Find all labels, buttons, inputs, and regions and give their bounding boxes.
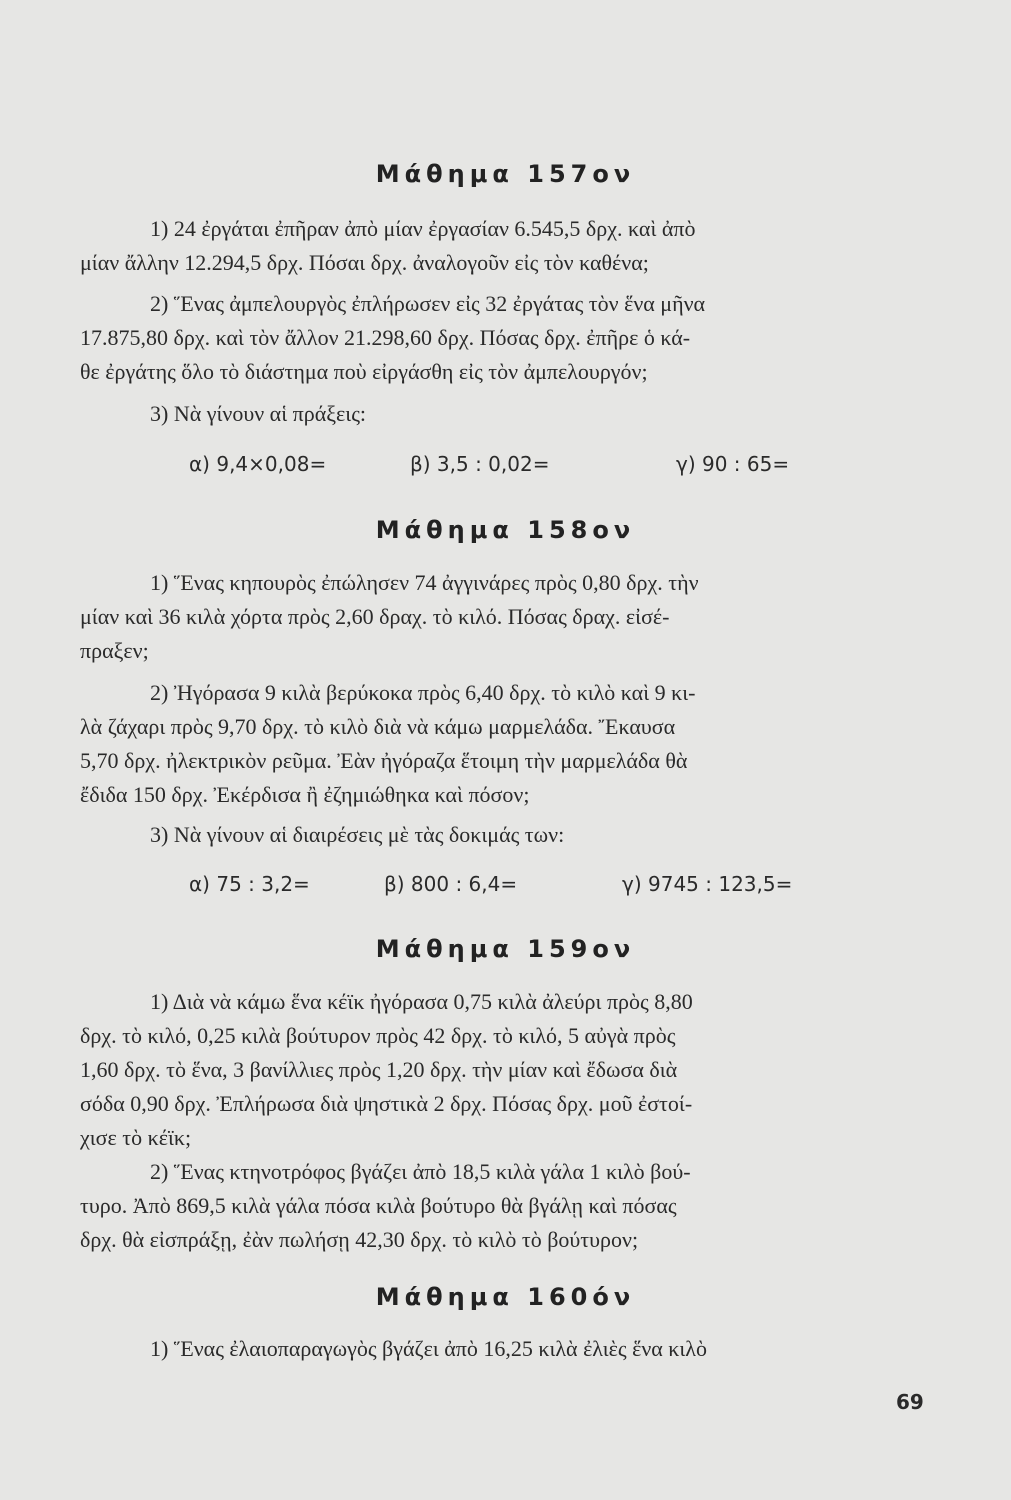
operation-a: α) 9,4×0,08= [189,452,327,476]
lesson-157-operations [0,452,1011,482]
text-line: χισε τὸ κέϊκ; [80,1125,192,1150]
operation-b: β) 800 : 6,4= [384,872,518,896]
lesson-158-problem-2 [80,676,920,812]
lesson-158-problem-3 [80,818,920,852]
text-line: σόδα 0,90 δρχ. Ἐπλήρωσα διὰ ψηστικὰ 2 δρχ. Πόσας δρχ. μοῦ ἐστοί- [80,1091,693,1116]
text-line: ἔδιδα 150 δρχ. Ἐκέρδισα ἢ ἐζημιώθηκα καὶ πόσον; [80,782,530,807]
text-line: δρχ. τὸ κιλό, 0,25 κιλὰ βούτυρον πρὸς 42 δρχ. τὸ κιλό, 5 αὐγὰ πρὸς [80,1023,676,1048]
text-line: 2) Ἕνας ἀμπελουργὸς ἐπλήρωσεν εἰς 32 ἐργάτας τὸν ἕνα μῆνα [150,291,706,316]
text-line: 1) Ἕνας ἐλαιοπαραγωγὸς βγάζει ἀπὸ 16,25 κιλὰ ἐλιὲς ἕνα κιλὸ [150,1336,707,1361]
text-line: λὰ ζάχαρι πρὸς 9,70 δρχ. τὸ κιλὸ διὰ νὰ κάμω μαρμελάδα. Ἔκαυσα [80,714,676,739]
lesson-160-problem-1 [80,1332,920,1366]
operation-c: γ) 9745 : 123,5= [622,872,793,896]
text-line: 2) Ἕνας κτηνοτρόφος βγάζει ἀπὸ 18,5 κιλὰ γάλα 1 κιλὸ βού- [150,1159,691,1184]
operation-b: β) 3,5 : 0,02= [410,452,550,476]
text-line: 3) Νὰ γίνουν αἱ διαιρέσεις μὲ τὰς δοκιμάς των: [150,822,565,847]
page-number: 69 [896,1390,924,1414]
lesson-160-title: Μάθημα 160όν [375,1283,636,1311]
text-line: 1) Διὰ νὰ κάμω ἕνα κέϊκ ἠγόρασα 0,75 κιλὰ ἀλεύρι πρὸς 8,80 [150,989,693,1014]
lesson-157-problem-2 [80,287,920,389]
text-line: 17.875,80 δρχ. καὶ τὸν ἄλλον 21.298,60 δρχ. Πόσας δρχ. ἐπῆρε ὁ κά- [80,325,691,350]
lesson-159-problem-2 [80,1155,920,1257]
text-line: μίαν ἄλλην 12.294,5 δρχ. Πόσαι δρχ. ἀναλογοῦν εἰς τὸν καθένα; [80,250,649,275]
text-line: 1) Ἕνας κηπουρὸς ἐπώλησεν 74 ἀγγινάρες πρὸς 0,80 δρχ. τὴν [150,570,699,595]
text-line: 3) Νὰ γίνουν αἱ πράξεις: [150,401,367,426]
text-line: 2) Ἠγόρασα 9 κιλὰ βερύκοκα πρὸς 6,40 δρχ. τὸ κιλὸ καὶ 9 κι- [150,680,696,705]
text-line: 5,70 δρχ. ἠλεκτρικὸν ρεῦμα. Ἐὰν ἠγόραζα ἕτοιμη τὴν μαρμελάδα θὰ [80,748,688,773]
text-line: δρχ. θὰ εἰσπράξῃ, ἐὰν πωλήσῃ 42,30 δρχ. τὸ κιλὸ τὸ βούτυρον; [80,1227,639,1252]
lesson-159-title: Μάθημα 159ον [375,935,636,963]
text-line: 1,60 δρχ. τὸ ἕνα, 3 βανίλλιες πρὸς 1,20 δρχ. τὴν μίαν καὶ ἔδωσα διὰ [80,1057,678,1082]
text-line: τυρο. Ἀπὸ 869,5 κιλὰ γάλα πόσα κιλὰ βούτυρο θὰ βγάλῃ καὶ πόσας [80,1193,677,1218]
text-line: θε ἐργάτης ὅλο τὸ διάστημα ποὺ εἰργάσθη εἰς τὸν ἀμπελουργόν; [80,359,648,384]
lesson-158-problem-1 [80,566,920,668]
lesson-157-problem-1 [80,212,920,280]
lesson-158-title: Μάθημα 158ον [375,516,636,544]
operation-a: α) 75 : 3,2= [189,872,310,896]
operation-c: γ) 90 : 65= [676,452,790,476]
lesson-159-problem-1 [80,985,920,1155]
text-line: πραξεν; [80,638,149,663]
lesson-157-problem-3 [80,397,920,431]
text-line: 1) 24 ἐργάται ἐπῆραν ἀπὸ μίαν ἐργασίαν 6.545,5 δρχ. καὶ ἀπὸ [150,216,696,241]
text-line: μίαν καὶ 36 κιλὰ χόρτα πρὸς 2,60 δραχ. τὸ κιλό. Πόσας δραχ. εἰσέ- [80,604,670,629]
lesson-157-title: Μάθημα 157ον [375,160,636,188]
lesson-158-operations [0,872,1011,902]
